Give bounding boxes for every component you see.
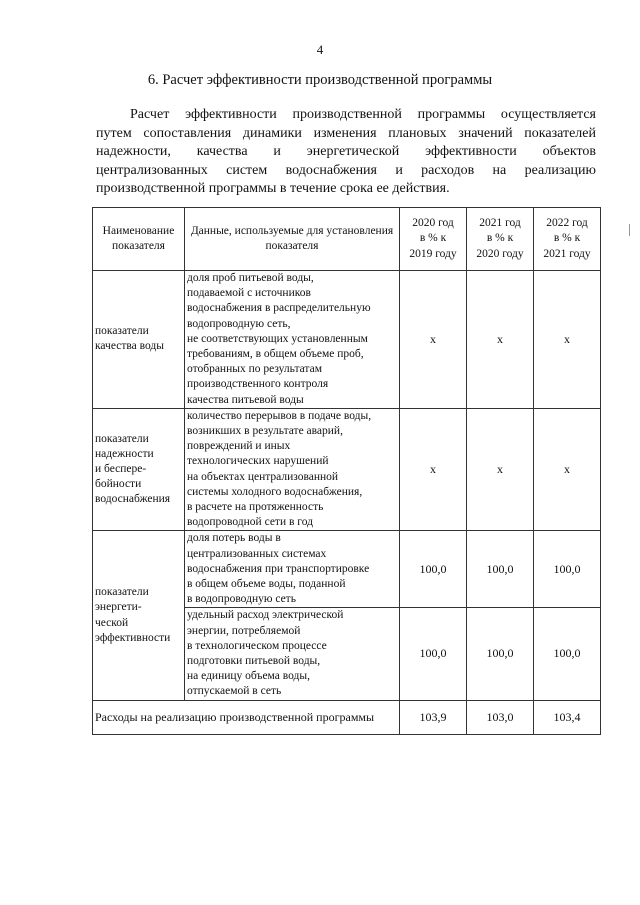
page-number: 4 — [316, 42, 324, 57]
row-desc-reliability: количество перерывов в подаче воды, возникших в результате аварий, повреждений и иных технологических нарушений на объектах централизованной системы холодного водоснабжения, в расчете на протяженность водопроводной сети в год — [185, 408, 400, 531]
value-cell: 100,0 — [534, 608, 601, 700]
paragraph-line: Расчет эффективности производственной программы осуществляется — [130, 107, 596, 122]
margin-mark — [629, 224, 634, 236]
value-cell: x — [534, 408, 601, 531]
total-row — [93, 700, 601, 734]
header-2020: 2020 год в % к 2019 году — [400, 208, 467, 271]
value-cell: 100,0 — [467, 531, 534, 608]
header-name: Наименование показателя — [93, 208, 185, 271]
value-cell: 100,0 — [534, 531, 601, 608]
value-cell: 100,0 — [467, 608, 534, 700]
row-desc-quality: доля проб питьевой воды, подаваемой с источников водоснабжения в распределительную водопроводную сеть, не соответствующих установленным требованиям, в общем объеме проб, отобранных по результатам производственного контроля качества питьевой воды — [185, 271, 400, 409]
paragraph-line: надежности, качества и энергетической эффективности объектов — [96, 144, 596, 160]
value-cell: 100,0 — [400, 608, 467, 700]
total-value-2020: 103,9 — [400, 700, 467, 734]
table-row — [93, 408, 601, 531]
row-desc-water-loss: доля потерь воды в централизованных системах водоснабжения при транспортировке в общем объеме воды, поданной в водопроводную сеть — [185, 531, 400, 608]
table-row — [93, 271, 601, 409]
total-label: Расходы на реализацию производственной программы — [93, 700, 400, 734]
table-row — [93, 531, 601, 608]
value-cell: 100,0 — [400, 531, 467, 608]
header-2022: 2022 год в % к 2021 году — [534, 208, 601, 271]
row-desc-electricity: удельный расход электрической энергии, потребляемой в технологическом процессе подготовки питьевой воды, на единицу объема воды, отпускаемой в сеть — [185, 608, 400, 700]
row-group-energy: показатели энергети- ческой эффективности — [93, 531, 185, 700]
header-data: Данные, используемые для установления показателя — [185, 208, 400, 271]
value-cell: x — [467, 271, 534, 409]
total-value-2022: 103,4 — [534, 700, 601, 734]
paragraph-line: производственной программы в течение срока ее действия. — [96, 181, 450, 197]
paragraph-line: централизованных систем водоснабжения и расходов на реализацию — [96, 162, 596, 178]
section-heading: 6. Расчет эффективности производственной программы — [147, 72, 493, 88]
value-cell: x — [400, 271, 467, 409]
value-cell: x — [534, 271, 601, 409]
header-2021: 2021 год в % к 2020 году — [467, 208, 534, 271]
efficiency-table — [92, 207, 601, 735]
intro-paragraph — [96, 106, 596, 199]
paragraph-line: путем сопоставления динамики изменения плановых значений показателей — [96, 125, 596, 141]
row-group-reliability: показатели надежности и беспере- бойности водоснабжения — [93, 408, 185, 531]
value-cell: x — [467, 408, 534, 531]
value-cell: x — [400, 408, 467, 531]
table-header-row — [93, 208, 601, 271]
row-group-quality: показатели качества воды — [93, 271, 185, 409]
total-value-2021: 103,0 — [467, 700, 534, 734]
